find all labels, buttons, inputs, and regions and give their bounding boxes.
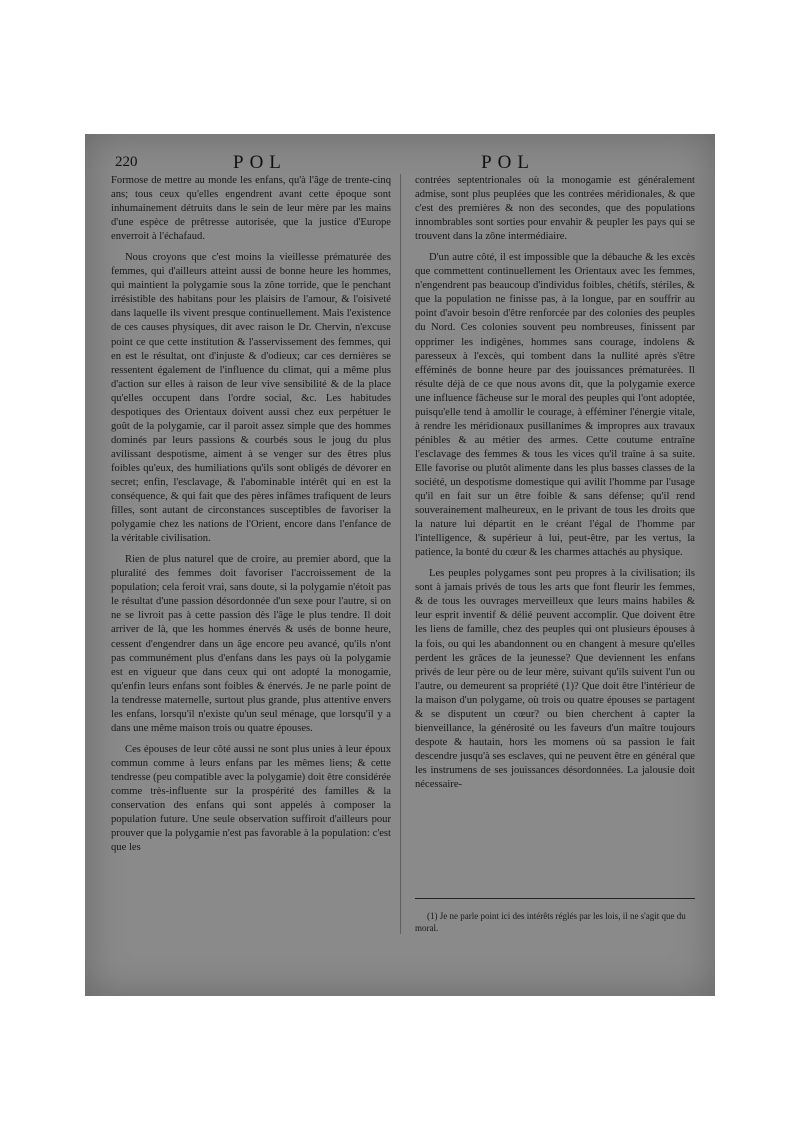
paragraph: Ces épouses de leur côté aussi ne sont plus unies à leur époux commun comme à leurs enfans par les mêmes liens; & cette tendresse (peu compatible avec la polygamie) doit être considérée comme très-influente sur la prospérité des familles & la conservation des enfans qui sont appelés à composer la population future. Une seule observation suffiroit d'ailleurs pour prouver que la polygamie n'est pas favorable à la population: c'est que les xyxy=(111,743,391,854)
left-column xyxy=(111,174,391,855)
paragraph: Rien de plus naturel que de croire, au premier abord, que la pluralité des femmes doit favoriser l'accroissement de la population; cela feroit vrai, sans doute, si la polygamie n'étoit pas le résultat d'une passion désordonnée d'un sexe pour l'autre, si on ne se livroit pas à cette passion dès l'âge le plus tendre. Il doit arriver de là, que les hommes énervés & usés de bonne heure, cessent d'engendrer dans un âge encore peu avancé, qu'ils n'ont pas communément plus d'enfans dans les pays où la polygamie est en vigueur que dans ceux qui ont adopté la monogamie, qu'enfin leurs enfans sont foibles & énervés. Je ne parle point de la tendresse maternelle, surtout plus grande, plus attentive envers les enfans, lorsqu'il n'existe qu'un seul ménage, que lorsqu'il y a dans une même maison trois ou quatre épouses. xyxy=(111,554,391,734)
running-head-left: POL xyxy=(233,152,287,173)
right-column xyxy=(415,174,695,792)
paragraph: Formose de mettre au monde les enfans, qu'à l'âge de trente-cinq ans; tous ceux qu'elles engendrent avant cette époque sont inhumainement détruits dans le sein de leur mère par les mains d'une espèce de prêtresse autorisée, que la justice d'Europe enverroit à l'échafaud. xyxy=(111,175,391,243)
page-header xyxy=(115,152,685,176)
paragraph: Nous croyons que c'est moins la vieillesse prématurée des femmes, qui d'ailleurs atteint aussi de bonne heure les hommes, qui maintient la polygamie sous la zône torride, que le penchant irrésistible des habitans pour les plaisirs de l'amour, & l'oisiveté dans laquelle ils vivent presque continuellement. Mais l'existence de ces causes physiques, dit avec raison le Dr. Chervin, n'excuse point ce que cette institution & l'asservissement des femmes, qui en est le résultat, ont d'injuste & d'odieux; car ces dernières se ressentent également de l'influence du climat, qui a même plus d'action sur elles à raison de leur vive sensibilité & de la place qu'elles occupent dans l'ordre social, &c. Les habitudes despotiques des Orientaux doivent aussi chez eux perpétuer le goût de la polygamie, car il paroit assez simple que des hommes dominés par leurs passions & courbés sous le joug du plus avilissant despotisme, aiment à se venger sur des êtres plus foibles qu'eux, des humiliations qu'ils sont obligés de dévorer en secret; enfin, l'esclavage, & l'abominable intérêt qui en est la conséquence, & qui fait que des pères infâmes trafiquent de leurs filles, sont autant de circonstances susceptibles de favoriser la polygamie chez les nations de l'Orient, encore dans l'enfance de la véritable civilisation. xyxy=(111,252,391,545)
footnote-rule xyxy=(415,898,695,899)
paragraph: Les peuples polygames sont peu propres à la civilisation; ils sont à jamais privés de tous les arts que font fleurir les femmes, & de tous les ouvrages merveilleux que leurs mains habiles & leur esprit inventif & délié peuvent accomplir. Que doivent être les liens de famille, chez des peuples qui ont plusieurs épouses à la fois, ou qui les abandonnent ou en changent à mesure qu'elles perdent les grâces de la jeunesse? Que deviennent les enfans privés de leur père ou de leur mère, suivant qu'ils suivent l'un ou l'autre, ou demeurent sa propriété (1)? Que doit être l'intérieur de la maison d'un polygame, où trois ou quatre épouses se partagent & se disputent un cœur? ou bien cherchent à capter la bienveillance, la générosité ou les faveurs d'un maître toujours despote & hautain, hors les momens où sa passion le fait descendre jusqu'à ses esclaves, qui ne peuvent être en général que les instrumens de ses jouissances désordonnées. La jalousie doit nécessaire- xyxy=(415,568,695,790)
footnote: (1) Je ne parle point ici des intérêts réglés par les lois, il ne s'agit que du moral. xyxy=(415,911,686,933)
paragraph: D'un autre côté, il est impossible que la débauche & les excès que commettent continuellement les Orientaux avec les femmes, n'engendrent pas beaucoup d'individus foibles, chétifs, stériles, & que la population ne finisse pas, à la longue, par en souffrir au point d'avoir besoin d'être renforcée par des colonies des peuples du Nord. Ces colonies souvent peu nombreuses, finissent par opprimer les indigènes, hommes sans courage, indolens & paresseux à l'excès, qui tombent dans la nullité après s'être efféminés de bonne heure par des jouissances prématurées. Il résulte déjà de ce que nous avons dit, que la polygamie exerce une influence fâcheuse sur le moral des peuples qui l'ont adoptée, puisqu'elle tend à amollir le courage, à efféminer l'énergie vitale, à rendre les méridionaux pusillanimes & impropres aux travaux pénibles & au métier des armes. Cette coutume entraîne l'esclavage des femmes & tous les vices qu'il traîne à sa suite. Elle favorise ou plutôt alimente dans les plus basses classes de la société, un despotisme domestique qui avilit l'homme par l'usage qu'il en fait sur un être foible & sans défense; qu'il rend souverainement malheureux, en le privant de tous les droits que la nature lui départit en le créant l'égal de l'homme par l'intelligence, & supérieur à lui, peut-être, par les vertus, la patience, la bonté du cœur & les charmes attachés au physique. xyxy=(415,252,695,559)
column-separator xyxy=(400,174,401,934)
scanned-page xyxy=(85,134,715,996)
page-number: 220 xyxy=(115,154,138,170)
running-head-right: POL xyxy=(481,152,535,173)
paragraph: contrées septentrionales où la monogamie est généralement admise, sont plus peuplées que les contrées méridionales, & que c'est des premières & non des secondes, que des populations innombrables sont sorties pour envahir & peupler les pays qui se trouvent dans la zône intermédiaire. xyxy=(415,175,695,243)
